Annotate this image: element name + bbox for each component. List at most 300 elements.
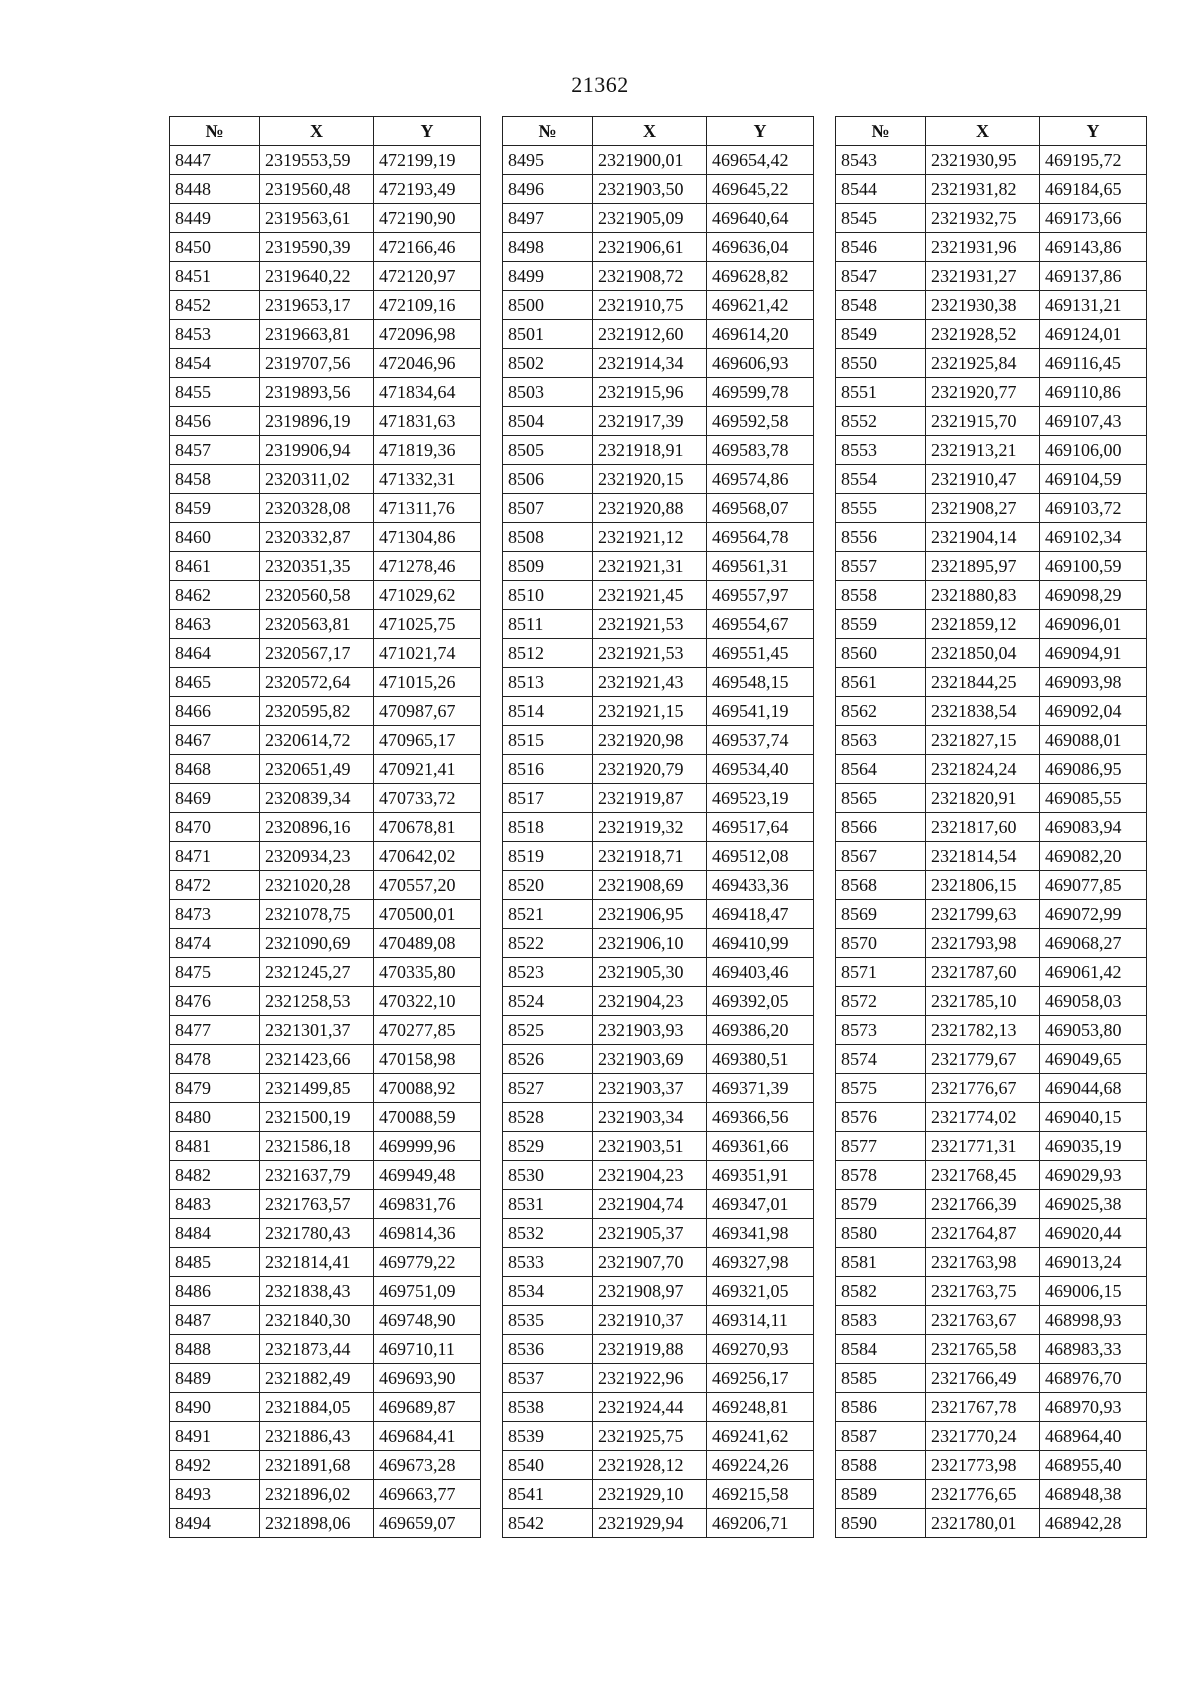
point-number-cell: 8534 [503, 1277, 593, 1306]
point-number-cell: 8462 [170, 581, 260, 610]
point-number-cell: 8571 [836, 958, 926, 987]
y-coordinate-cell: 469380,51 [707, 1045, 814, 1074]
point-number-cell: 8518 [503, 813, 593, 842]
point-number-cell: 8516 [503, 755, 593, 784]
point-number-cell: 8485 [170, 1248, 260, 1277]
table-row [170, 639, 481, 668]
x-coordinate-cell: 2321078,75 [260, 900, 374, 929]
y-coordinate-cell: 471025,75 [374, 610, 481, 639]
point-number-cell: 8564 [836, 755, 926, 784]
point-number-cell: 8489 [170, 1364, 260, 1393]
y-coordinate-cell: 469224,26 [707, 1451, 814, 1480]
y-coordinate-cell: 469102,34 [1040, 523, 1147, 552]
y-coordinate-cell: 469085,55 [1040, 784, 1147, 813]
table-row [503, 204, 814, 233]
y-coordinate-cell: 469592,58 [707, 407, 814, 436]
point-number-cell: 8582 [836, 1277, 926, 1306]
point-number-cell: 8561 [836, 668, 926, 697]
y-coordinate-cell: 468948,38 [1040, 1480, 1147, 1509]
x-coordinate-cell: 2321779,67 [926, 1045, 1040, 1074]
x-coordinate-cell: 2320311,02 [260, 465, 374, 494]
x-coordinate-cell: 2321903,34 [593, 1103, 707, 1132]
point-number-cell: 8447 [170, 146, 260, 175]
table-row [503, 465, 814, 494]
point-number-cell: 8535 [503, 1306, 593, 1335]
point-number-cell: 8569 [836, 900, 926, 929]
x-coordinate-cell: 2321921,53 [593, 639, 707, 668]
table-row [836, 1045, 1147, 1074]
point-number-cell: 8494 [170, 1509, 260, 1538]
table-row [170, 175, 481, 204]
point-number-cell: 8521 [503, 900, 593, 929]
x-coordinate-cell: 2321859,12 [926, 610, 1040, 639]
point-number-cell: 8585 [836, 1364, 926, 1393]
x-coordinate-cell: 2321884,05 [260, 1393, 374, 1422]
point-number-cell: 8554 [836, 465, 926, 494]
x-coordinate-cell: 2321895,97 [926, 552, 1040, 581]
table-row [170, 726, 481, 755]
x-coordinate-cell: 2321903,69 [593, 1045, 707, 1074]
x-coordinate-cell: 2320934,23 [260, 842, 374, 871]
point-number-cell: 8449 [170, 204, 260, 233]
x-coordinate-cell: 2320896,16 [260, 813, 374, 842]
table-row [836, 842, 1147, 871]
column-header-x: X [593, 117, 707, 146]
x-coordinate-cell: 2321905,37 [593, 1219, 707, 1248]
x-coordinate-cell: 2321771,31 [926, 1132, 1040, 1161]
table-row [836, 1393, 1147, 1422]
table-row [170, 494, 481, 523]
column-header-y: Y [707, 117, 814, 146]
table-row [836, 581, 1147, 610]
point-number-cell: 8501 [503, 320, 593, 349]
point-number-cell: 8453 [170, 320, 260, 349]
x-coordinate-cell: 2319893,56 [260, 378, 374, 407]
x-coordinate-cell: 2321928,52 [926, 320, 1040, 349]
x-coordinate-cell: 2321763,57 [260, 1190, 374, 1219]
x-coordinate-cell: 2320567,17 [260, 639, 374, 668]
point-number-cell: 8583 [836, 1306, 926, 1335]
x-coordinate-cell: 2321910,75 [593, 291, 707, 320]
x-coordinate-cell: 2321921,43 [593, 668, 707, 697]
point-number-cell: 8562 [836, 697, 926, 726]
x-coordinate-cell: 2321919,32 [593, 813, 707, 842]
point-number-cell: 8527 [503, 1074, 593, 1103]
table-row [170, 1451, 481, 1480]
table-row [503, 610, 814, 639]
y-coordinate-cell: 470733,72 [374, 784, 481, 813]
x-coordinate-cell: 2320651,49 [260, 755, 374, 784]
x-coordinate-cell: 2321928,12 [593, 1451, 707, 1480]
table-row [836, 378, 1147, 407]
table-row [836, 204, 1147, 233]
point-number-cell: 8515 [503, 726, 593, 755]
y-coordinate-cell: 469814,36 [374, 1219, 481, 1248]
point-number-cell: 8477 [170, 1016, 260, 1045]
x-coordinate-cell: 2319896,19 [260, 407, 374, 436]
table-row [170, 842, 481, 871]
y-coordinate-cell: 469131,21 [1040, 291, 1147, 320]
y-coordinate-cell: 469551,45 [707, 639, 814, 668]
point-number-cell: 8552 [836, 407, 926, 436]
point-number-cell: 8519 [503, 842, 593, 871]
x-coordinate-cell: 2321921,15 [593, 697, 707, 726]
table-row [836, 639, 1147, 668]
point-number-cell: 8467 [170, 726, 260, 755]
table-row [836, 1451, 1147, 1480]
x-coordinate-cell: 2321880,83 [926, 581, 1040, 610]
x-coordinate-cell: 2319906,94 [260, 436, 374, 465]
x-coordinate-cell: 2321914,34 [593, 349, 707, 378]
table-row [836, 987, 1147, 1016]
y-coordinate-cell: 469583,78 [707, 436, 814, 465]
point-number-cell: 8565 [836, 784, 926, 813]
table-row [836, 1422, 1147, 1451]
y-coordinate-cell: 469831,76 [374, 1190, 481, 1219]
point-number-cell: 8473 [170, 900, 260, 929]
x-coordinate-cell: 2321913,21 [926, 436, 1040, 465]
table-body [836, 146, 1147, 1538]
table-row [836, 1509, 1147, 1538]
column-header-y: Y [374, 117, 481, 146]
y-coordinate-cell: 469403,46 [707, 958, 814, 987]
y-coordinate-cell: 469710,11 [374, 1335, 481, 1364]
table-header-row [170, 117, 481, 146]
table-row [170, 1306, 481, 1335]
x-coordinate-cell: 2321905,09 [593, 204, 707, 233]
x-coordinate-cell: 2320332,87 [260, 523, 374, 552]
x-coordinate-cell: 2321824,24 [926, 755, 1040, 784]
x-coordinate-cell: 2321925,75 [593, 1422, 707, 1451]
y-coordinate-cell: 470158,98 [374, 1045, 481, 1074]
point-number-cell: 8532 [503, 1219, 593, 1248]
y-coordinate-cell: 470500,01 [374, 900, 481, 929]
table-row [170, 987, 481, 1016]
point-number-cell: 8457 [170, 436, 260, 465]
point-number-cell: 8540 [503, 1451, 593, 1480]
table-row [170, 1190, 481, 1219]
column-header-x: X [926, 117, 1040, 146]
point-number-cell: 8529 [503, 1132, 593, 1161]
y-coordinate-cell: 469086,95 [1040, 755, 1147, 784]
x-coordinate-cell: 2321768,45 [926, 1161, 1040, 1190]
y-coordinate-cell: 469659,07 [374, 1509, 481, 1538]
point-number-cell: 8572 [836, 987, 926, 1016]
y-coordinate-cell: 469025,38 [1040, 1190, 1147, 1219]
table-row [503, 784, 814, 813]
table-row [503, 494, 814, 523]
y-coordinate-cell: 470088,59 [374, 1103, 481, 1132]
table-row [170, 958, 481, 987]
point-number-cell: 8492 [170, 1451, 260, 1480]
y-coordinate-cell: 469206,71 [707, 1509, 814, 1538]
table-row [503, 726, 814, 755]
x-coordinate-cell: 2321764,87 [926, 1219, 1040, 1248]
table-row [503, 1335, 814, 1364]
point-number-cell: 8476 [170, 987, 260, 1016]
x-coordinate-cell: 2321908,69 [593, 871, 707, 900]
point-number-cell: 8479 [170, 1074, 260, 1103]
point-number-cell: 8504 [503, 407, 593, 436]
table-row [836, 1335, 1147, 1364]
point-number-cell: 8558 [836, 581, 926, 610]
y-coordinate-cell: 469654,42 [707, 146, 814, 175]
point-number-cell: 8464 [170, 639, 260, 668]
table-row [503, 552, 814, 581]
x-coordinate-cell: 2321918,91 [593, 436, 707, 465]
point-number-cell: 8496 [503, 175, 593, 204]
point-number-cell: 8450 [170, 233, 260, 262]
y-coordinate-cell: 469614,20 [707, 320, 814, 349]
table-row [503, 697, 814, 726]
y-coordinate-cell: 471015,26 [374, 668, 481, 697]
y-coordinate-cell: 469044,68 [1040, 1074, 1147, 1103]
x-coordinate-cell: 2319707,56 [260, 349, 374, 378]
table-row [170, 320, 481, 349]
table-row [503, 146, 814, 175]
table-row [503, 233, 814, 262]
y-coordinate-cell: 469748,90 [374, 1306, 481, 1335]
point-number-cell: 8506 [503, 465, 593, 494]
table-row [503, 958, 814, 987]
y-coordinate-cell: 469103,72 [1040, 494, 1147, 523]
x-coordinate-cell: 2319560,48 [260, 175, 374, 204]
table-row [503, 407, 814, 436]
y-coordinate-cell: 469361,66 [707, 1132, 814, 1161]
table-row [836, 958, 1147, 987]
x-coordinate-cell: 2321020,28 [260, 871, 374, 900]
y-coordinate-cell: 469013,24 [1040, 1248, 1147, 1277]
column-header-number: № [170, 117, 260, 146]
x-coordinate-cell: 2321780,01 [926, 1509, 1040, 1538]
table-row [503, 755, 814, 784]
x-coordinate-cell: 2321906,61 [593, 233, 707, 262]
x-coordinate-cell: 2321586,18 [260, 1132, 374, 1161]
point-number-cell: 8513 [503, 668, 593, 697]
column-header-x: X [260, 117, 374, 146]
table-row [170, 1335, 481, 1364]
x-coordinate-cell: 2321763,98 [926, 1248, 1040, 1277]
x-coordinate-cell: 2321931,27 [926, 262, 1040, 291]
table-row [836, 1480, 1147, 1509]
table-row [836, 813, 1147, 842]
y-coordinate-cell: 469053,80 [1040, 1016, 1147, 1045]
table-row [170, 1364, 481, 1393]
table-row [503, 262, 814, 291]
table-row [836, 233, 1147, 262]
x-coordinate-cell: 2321903,93 [593, 1016, 707, 1045]
point-number-cell: 8510 [503, 581, 593, 610]
point-number-cell: 8577 [836, 1132, 926, 1161]
point-number-cell: 8580 [836, 1219, 926, 1248]
y-coordinate-cell: 469327,98 [707, 1248, 814, 1277]
point-number-cell: 8523 [503, 958, 593, 987]
y-coordinate-cell: 468942,28 [1040, 1509, 1147, 1538]
table-row [170, 1509, 481, 1538]
x-coordinate-cell: 2321763,67 [926, 1306, 1040, 1335]
table-row [170, 784, 481, 813]
table-header-row [503, 117, 814, 146]
point-number-cell: 8511 [503, 610, 593, 639]
y-coordinate-cell: 469548,15 [707, 668, 814, 697]
x-coordinate-cell: 2321921,31 [593, 552, 707, 581]
x-coordinate-cell: 2320328,08 [260, 494, 374, 523]
y-coordinate-cell: 469554,67 [707, 610, 814, 639]
point-number-cell: 8490 [170, 1393, 260, 1422]
point-number-cell: 8486 [170, 1277, 260, 1306]
x-coordinate-cell: 2321817,60 [926, 813, 1040, 842]
x-coordinate-cell: 2320563,81 [260, 610, 374, 639]
x-coordinate-cell: 2321904,23 [593, 1161, 707, 1190]
table-row [836, 1016, 1147, 1045]
table-row [836, 871, 1147, 900]
table-row [836, 320, 1147, 349]
table-row [170, 900, 481, 929]
point-number-cell: 8451 [170, 262, 260, 291]
y-coordinate-cell: 469094,91 [1040, 639, 1147, 668]
y-coordinate-cell: 472166,46 [374, 233, 481, 262]
table-row [836, 755, 1147, 784]
point-number-cell: 8574 [836, 1045, 926, 1074]
point-number-cell: 8570 [836, 929, 926, 958]
table-row [836, 610, 1147, 639]
point-number-cell: 8546 [836, 233, 926, 262]
x-coordinate-cell: 2321920,79 [593, 755, 707, 784]
x-coordinate-cell: 2321906,95 [593, 900, 707, 929]
table-row [503, 900, 814, 929]
table-row [503, 349, 814, 378]
x-coordinate-cell: 2321782,13 [926, 1016, 1040, 1045]
y-coordinate-cell: 469541,19 [707, 697, 814, 726]
point-number-cell: 8474 [170, 929, 260, 958]
x-coordinate-cell: 2321793,98 [926, 929, 1040, 958]
x-coordinate-cell: 2321844,25 [926, 668, 1040, 697]
y-coordinate-cell: 469049,65 [1040, 1045, 1147, 1074]
y-coordinate-cell: 469366,56 [707, 1103, 814, 1132]
x-coordinate-cell: 2319563,61 [260, 204, 374, 233]
table-row [170, 436, 481, 465]
table-row [503, 1422, 814, 1451]
point-number-cell: 8588 [836, 1451, 926, 1480]
point-number-cell: 8463 [170, 610, 260, 639]
y-coordinate-cell: 469248,81 [707, 1393, 814, 1422]
x-coordinate-cell: 2321920,77 [926, 378, 1040, 407]
point-number-cell: 8548 [836, 291, 926, 320]
point-number-cell: 8469 [170, 784, 260, 813]
point-number-cell: 8560 [836, 639, 926, 668]
table-row [170, 1277, 481, 1306]
coordinates-table-1 [169, 116, 481, 1538]
x-coordinate-cell: 2321500,19 [260, 1103, 374, 1132]
point-number-cell: 8575 [836, 1074, 926, 1103]
point-number-cell: 8543 [836, 146, 926, 175]
point-number-cell: 8573 [836, 1016, 926, 1045]
y-coordinate-cell: 469195,72 [1040, 146, 1147, 175]
y-coordinate-cell: 470088,92 [374, 1074, 481, 1103]
y-coordinate-cell: 471029,62 [374, 581, 481, 610]
point-number-cell: 8505 [503, 436, 593, 465]
point-number-cell: 8542 [503, 1509, 593, 1538]
point-number-cell: 8587 [836, 1422, 926, 1451]
point-number-cell: 8557 [836, 552, 926, 581]
x-coordinate-cell: 2321921,45 [593, 581, 707, 610]
table-row [503, 175, 814, 204]
x-coordinate-cell: 2321814,54 [926, 842, 1040, 871]
point-number-cell: 8584 [836, 1335, 926, 1364]
y-coordinate-cell: 472193,49 [374, 175, 481, 204]
table-row [503, 1074, 814, 1103]
y-coordinate-cell: 469640,64 [707, 204, 814, 233]
point-number-cell: 8550 [836, 349, 926, 378]
table-row [836, 175, 1147, 204]
table-row [836, 668, 1147, 697]
point-number-cell: 8551 [836, 378, 926, 407]
point-number-cell: 8487 [170, 1306, 260, 1335]
point-number-cell: 8514 [503, 697, 593, 726]
y-coordinate-cell: 472199,19 [374, 146, 481, 175]
point-number-cell: 8522 [503, 929, 593, 958]
x-coordinate-cell: 2321850,04 [926, 639, 1040, 668]
x-coordinate-cell: 2321917,39 [593, 407, 707, 436]
table-row [170, 1393, 481, 1422]
y-coordinate-cell: 469083,94 [1040, 813, 1147, 842]
x-coordinate-cell: 2321827,15 [926, 726, 1040, 755]
table-row [503, 1103, 814, 1132]
y-coordinate-cell: 469104,59 [1040, 465, 1147, 494]
y-coordinate-cell: 469386,20 [707, 1016, 814, 1045]
x-coordinate-cell: 2321920,88 [593, 494, 707, 523]
point-number-cell: 8456 [170, 407, 260, 436]
y-coordinate-cell: 470557,20 [374, 871, 481, 900]
y-coordinate-cell: 469433,36 [707, 871, 814, 900]
y-coordinate-cell: 469093,98 [1040, 668, 1147, 697]
table-row [836, 784, 1147, 813]
x-coordinate-cell: 2321931,82 [926, 175, 1040, 204]
y-coordinate-cell: 469058,03 [1040, 987, 1147, 1016]
point-number-cell: 8544 [836, 175, 926, 204]
x-coordinate-cell: 2321245,27 [260, 958, 374, 987]
point-number-cell: 8525 [503, 1016, 593, 1045]
point-number-cell: 8581 [836, 1248, 926, 1277]
table-row [503, 1016, 814, 1045]
point-number-cell: 8520 [503, 871, 593, 900]
table-row [503, 987, 814, 1016]
point-number-cell: 8500 [503, 291, 593, 320]
x-coordinate-cell: 2319653,17 [260, 291, 374, 320]
point-number-cell: 8566 [836, 813, 926, 842]
table-row [170, 1480, 481, 1509]
x-coordinate-cell: 2321925,84 [926, 349, 1040, 378]
table-row [836, 1074, 1147, 1103]
point-number-cell: 8512 [503, 639, 593, 668]
point-number-cell: 8517 [503, 784, 593, 813]
table-row [503, 842, 814, 871]
table-row [836, 1306, 1147, 1335]
y-coordinate-cell: 468998,93 [1040, 1306, 1147, 1335]
point-number-cell: 8547 [836, 262, 926, 291]
point-number-cell: 8586 [836, 1393, 926, 1422]
point-number-cell: 8590 [836, 1509, 926, 1538]
table-row [170, 262, 481, 291]
table-row [170, 1219, 481, 1248]
y-coordinate-cell: 471311,76 [374, 494, 481, 523]
x-coordinate-cell: 2321918,71 [593, 842, 707, 871]
point-number-cell: 8528 [503, 1103, 593, 1132]
x-coordinate-cell: 2321774,02 [926, 1103, 1040, 1132]
x-coordinate-cell: 2321799,63 [926, 900, 1040, 929]
y-coordinate-cell: 470642,02 [374, 842, 481, 871]
point-number-cell: 8459 [170, 494, 260, 523]
